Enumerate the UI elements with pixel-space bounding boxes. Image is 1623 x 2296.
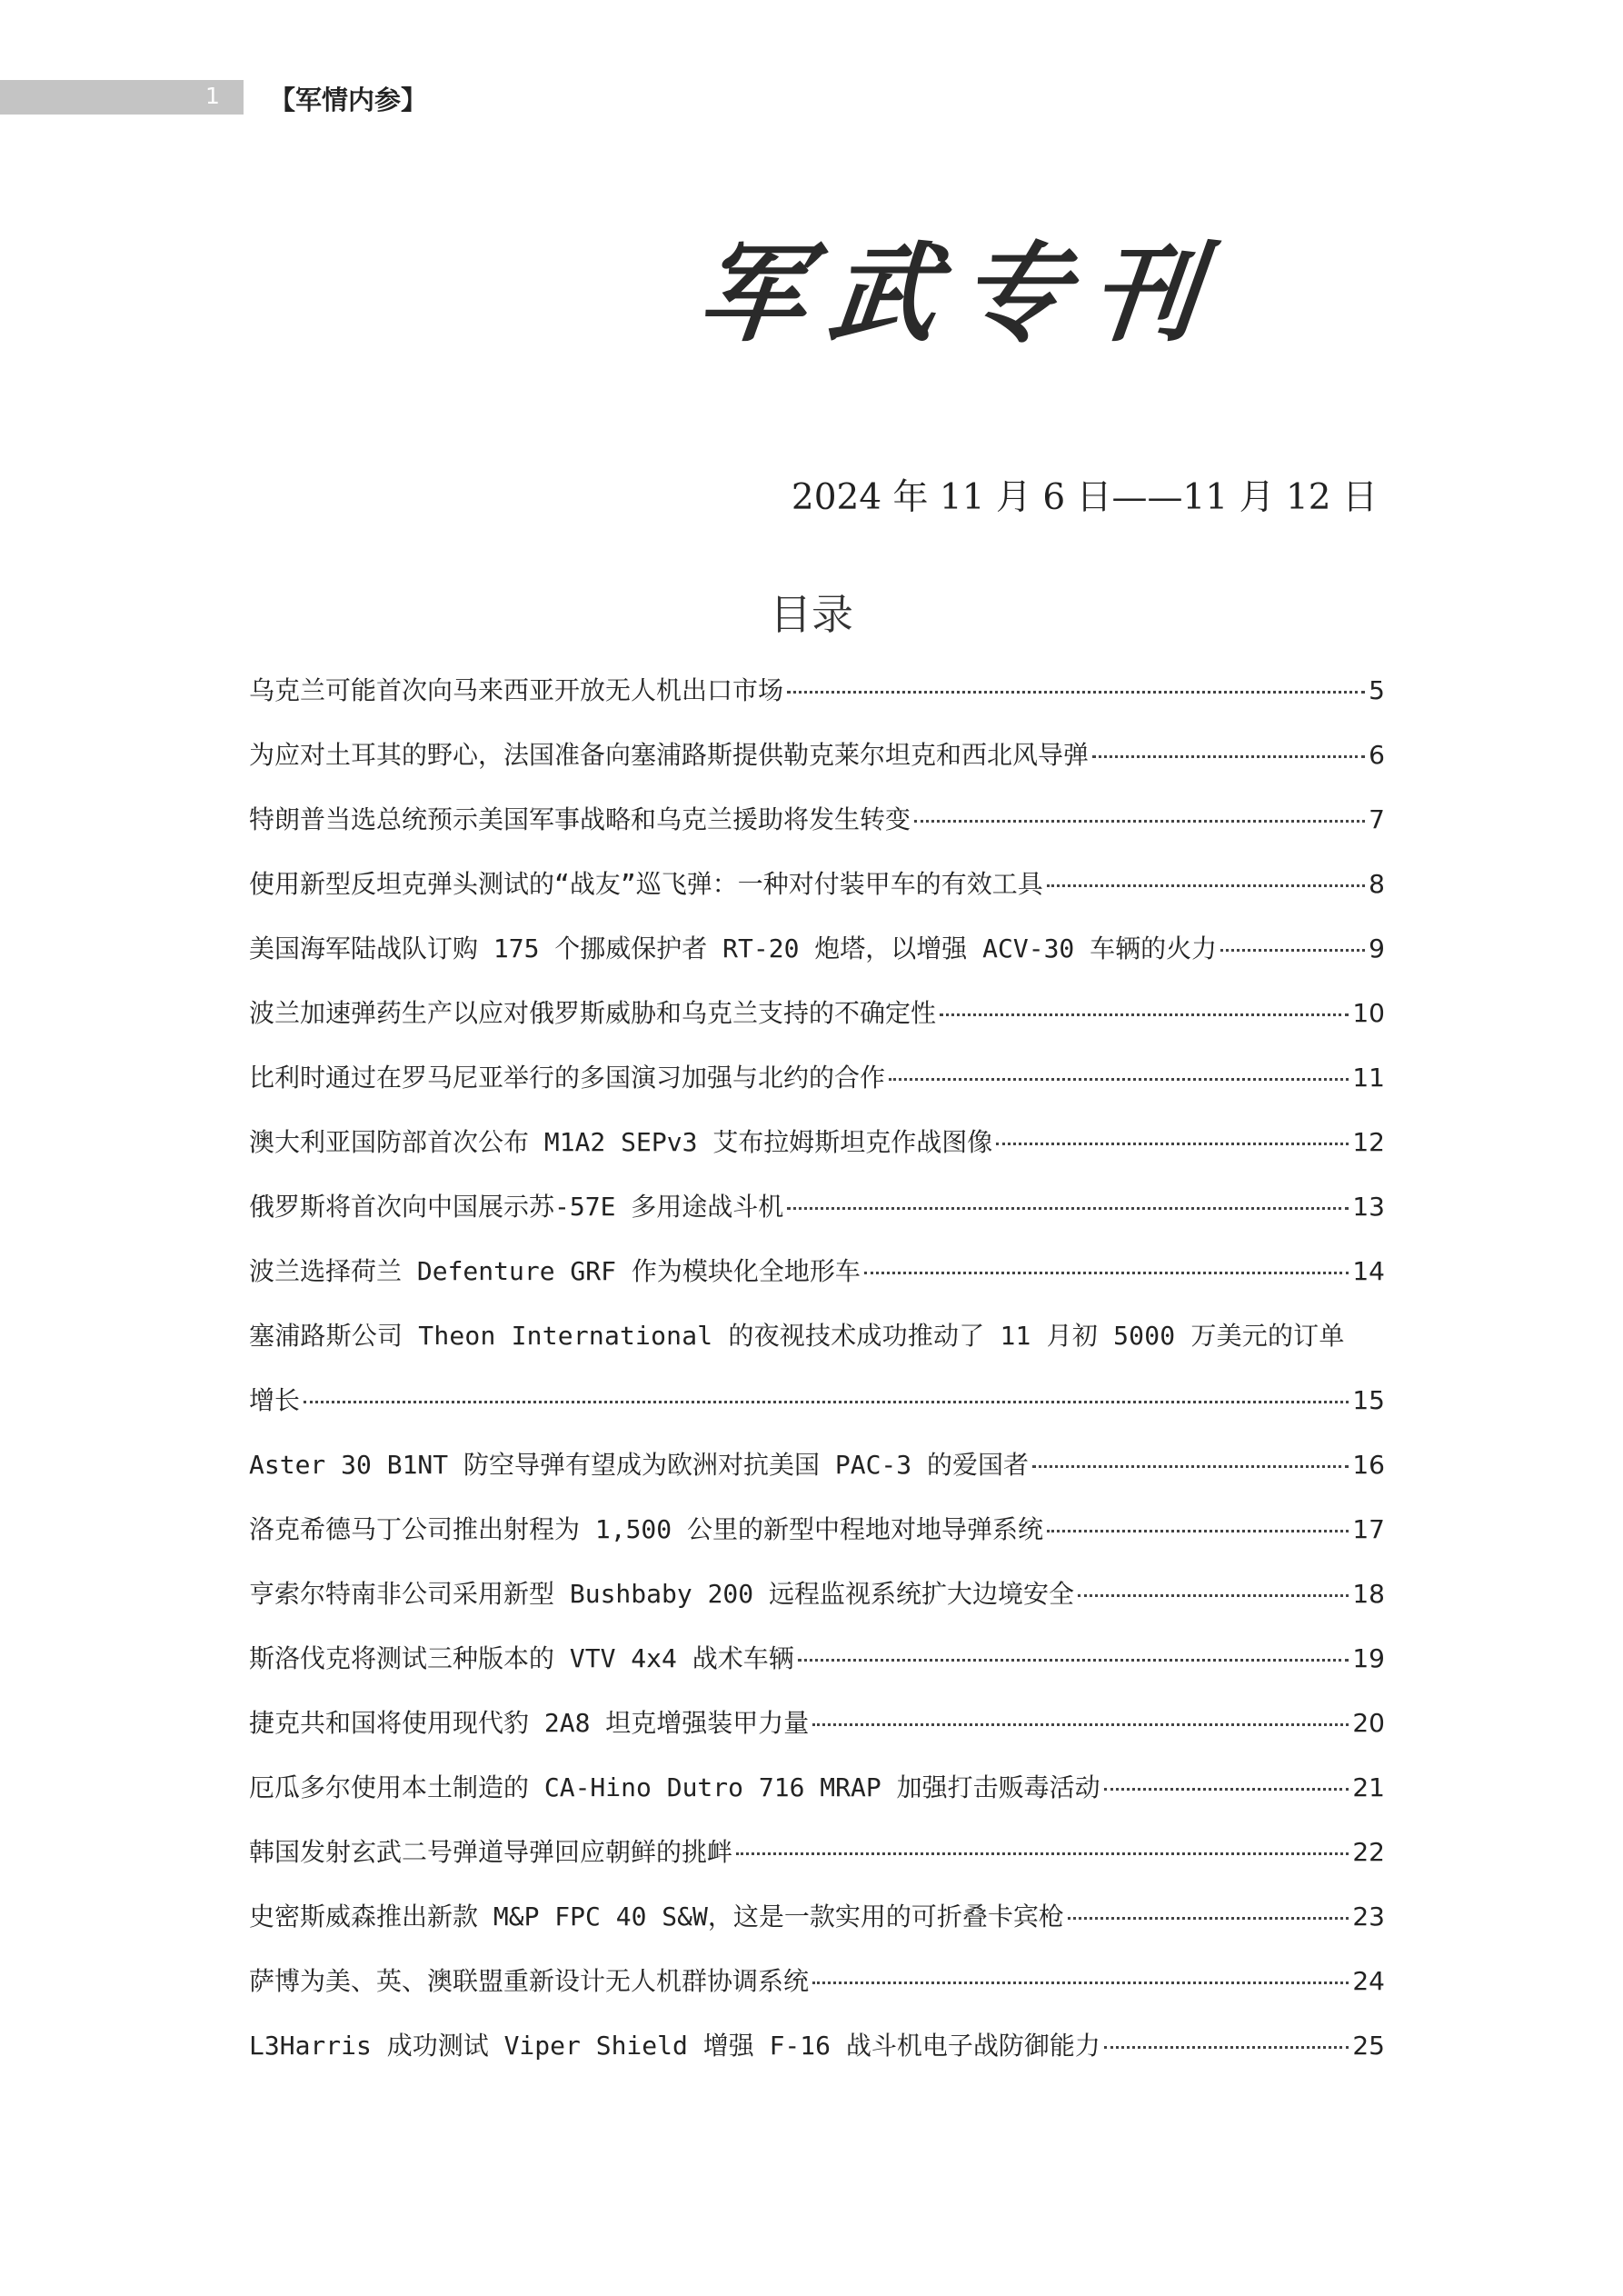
toc-leader-dots [1104, 2046, 1349, 2049]
toc-entry-title: 使用新型反坦克弹头测试的“战友”巡飞弹：一种对付装甲车的有效工具 [249, 869, 1043, 899]
toc-entry[interactable] [249, 787, 1385, 852]
toc-entry-page: 10 [1352, 998, 1385, 1028]
toc-entry-title: 乌克兰可能首次向马来西亚开放无人机出口市场 [249, 675, 784, 705]
toc-leader-dots [1047, 1530, 1349, 1532]
toc-entry-page: 17 [1352, 1514, 1385, 1544]
toc-entry-page: 12 [1352, 1127, 1385, 1157]
toc-entry[interactable] [249, 1045, 1385, 1110]
toc-entry[interactable] [249, 658, 1385, 723]
toc-entry[interactable] [249, 1562, 1385, 1626]
header-section-title: 【军情内参】 [269, 85, 428, 115]
toc-entry-page: 11 [1352, 1063, 1385, 1093]
toc-entry[interactable] [249, 1691, 1385, 1755]
toc-entry-title: 为应对土耳其的野心，法国准备向塞浦路斯提供勒克莱尔坦克和西北风导弹 [249, 740, 1090, 770]
toc-entry-page: 9 [1369, 933, 1385, 963]
toc-entry-title-line1: 塞浦路斯公司 Theon International 的夜视技术成功推动了 11 月初 5000 万美元的订单 [249, 1321, 1345, 1351]
toc-entry-title: 增长 [249, 1385, 301, 1415]
toc-entry-title: 韩国发射玄武二号弹道导弹回应朝鲜的挑衅 [249, 1837, 733, 1867]
toc-entry-title: L3Harris 成功测试 Viper Shield 增强 F-16 战斗机电子战防御能力 [249, 2031, 1100, 2061]
toc-entry-page: 6 [1369, 740, 1385, 770]
toc-leader-dots [996, 1143, 1349, 1145]
toc-leader-dots [1047, 884, 1365, 887]
toc-entry[interactable] [249, 916, 1385, 981]
toc-entry-title: 洛克希德马丁公司推出射程为 1,500 公里的新型中程地对地导弹系统 [249, 1514, 1044, 1544]
toc-leader-dots [1068, 1917, 1349, 1920]
toc-entry-title: 特朗普当选总统预示美国军事战略和乌克兰援助将发生转变 [249, 804, 911, 834]
toc-entry-title: Aster 30 B1NT 防空导弹有望成为欧洲对抗美国 PAC-3 的爱国者 [249, 1450, 1030, 1480]
toc-leader-dots [304, 1401, 1349, 1403]
toc-entry[interactable] [249, 1949, 1385, 2013]
toc-leader-dots [798, 1659, 1349, 1662]
toc-entry[interactable] [249, 1497, 1385, 1562]
toc-entry-title: 美国海军陆战队订购 175 个挪威保护者 RT-20 炮塔，以增强 ACV-30 车辆的火力 [249, 933, 1218, 963]
toc-leader-dots [1032, 1465, 1349, 1468]
toc-entry-page: 5 [1369, 675, 1385, 705]
toc-entry-title: 俄罗斯将首次向中国展示苏-57E 多用途战斗机 [249, 1192, 784, 1222]
toc-entry[interactable] [249, 1884, 1385, 1949]
masthead-title: 军武专刊 [692, 230, 1230, 356]
toc-entry-page: 21 [1352, 1772, 1385, 1802]
toc-entry-page: 16 [1352, 1450, 1385, 1480]
toc-entry-page: 19 [1352, 1643, 1385, 1673]
toc-leader-dots [914, 820, 1365, 823]
toc-heading: 目录 [770, 590, 853, 639]
toc-entry-page: 14 [1352, 1256, 1385, 1286]
toc-entry-title: 捷克共和国将使用现代豹 2A8 坦克增强装甲力量 [249, 1708, 810, 1738]
issue-date-range: 2024 年 11 月 6 日——11 月 12 日 [791, 477, 1378, 518]
toc-leader-dots [736, 1852, 1349, 1855]
toc-leader-dots [812, 1982, 1349, 1984]
toc-entry-title: 斯洛伐克将测试三种版本的 VTV 4x4 战术车辆 [249, 1643, 794, 1673]
toc-entry-title: 澳大利亚国防部首次公布 M1A2 SEPv3 艾布拉姆斯坦克作战图像 [249, 1127, 993, 1157]
toc-leader-dots [940, 1013, 1349, 1016]
toc-leader-dots [812, 1723, 1349, 1726]
toc-entry-page: 8 [1369, 869, 1385, 899]
toc-entry-page: 7 [1369, 804, 1385, 834]
toc-entry-title: 萨博为美、英、澳联盟重新设计无人机群协调系统 [249, 1966, 810, 1996]
toc-entry-page: 18 [1352, 1579, 1385, 1609]
toc-leader-dots [787, 691, 1365, 694]
toc-entry-page: 25 [1352, 2031, 1385, 2061]
toc-entry[interactable] [249, 1239, 1385, 1303]
toc-entry-title: 史密斯威森推出新款 M&P FPC 40 S&W，这是一款实用的可折叠卡宾枪 [249, 1902, 1064, 1932]
toc-entry-title: 波兰选择荷兰 Defenture GRF 作为模块化全地形车 [249, 1256, 861, 1286]
toc-entry[interactable] [249, 852, 1385, 916]
toc-entry-title: 亨索尔特南非公司采用新型 Bushbaby 200 远程监视系统扩大边境安全 [249, 1579, 1075, 1609]
toc-entry-title: 波兰加速弹药生产以应对俄罗斯威胁和乌克兰支持的不确定性 [249, 998, 937, 1028]
toc-entry[interactable] [249, 1820, 1385, 1884]
toc-leader-dots [1104, 1788, 1349, 1791]
toc-entry[interactable] [249, 1110, 1385, 1174]
toc-leader-dots [864, 1272, 1349, 1274]
toc-leader-dots [787, 1207, 1349, 1210]
toc-entry[interactable] [249, 1755, 1385, 1820]
toc-entry[interactable] [249, 1626, 1385, 1691]
toc-entry-title: 比利时通过在罗马尼亚举行的多国演习加强与北约的合作 [249, 1063, 886, 1093]
toc-leader-dots [1220, 949, 1365, 952]
toc-entry[interactable] [249, 1174, 1385, 1239]
toc-entry-title: 厄瓜多尔使用本土制造的 CA-Hino Dutro 716 MRAP 加强打击贩毒活动 [249, 1772, 1100, 1802]
page-number: 1 [205, 83, 220, 109]
toc-entry [249, 1368, 1385, 1433]
toc-leader-dots [889, 1078, 1349, 1081]
toc-entry-page: 20 [1352, 1708, 1385, 1738]
toc-leader-dots [1092, 755, 1365, 758]
toc-entry-page: 15 [1352, 1385, 1385, 1415]
toc-entry[interactable] [249, 1433, 1385, 1497]
toc-entry-page: 13 [1352, 1192, 1385, 1222]
table-of-contents [249, 658, 1385, 2078]
toc-entry[interactable] [249, 723, 1385, 787]
toc-leader-dots [1078, 1594, 1349, 1597]
toc-entry-multiline[interactable] [249, 1303, 1385, 1433]
toc-entry-page: 23 [1352, 1902, 1385, 1932]
toc-entry[interactable] [249, 2013, 1385, 2078]
toc-entry-page: 24 [1352, 1966, 1385, 1996]
toc-entry[interactable] [249, 981, 1385, 1045]
toc-entry-page: 22 [1352, 1837, 1385, 1867]
